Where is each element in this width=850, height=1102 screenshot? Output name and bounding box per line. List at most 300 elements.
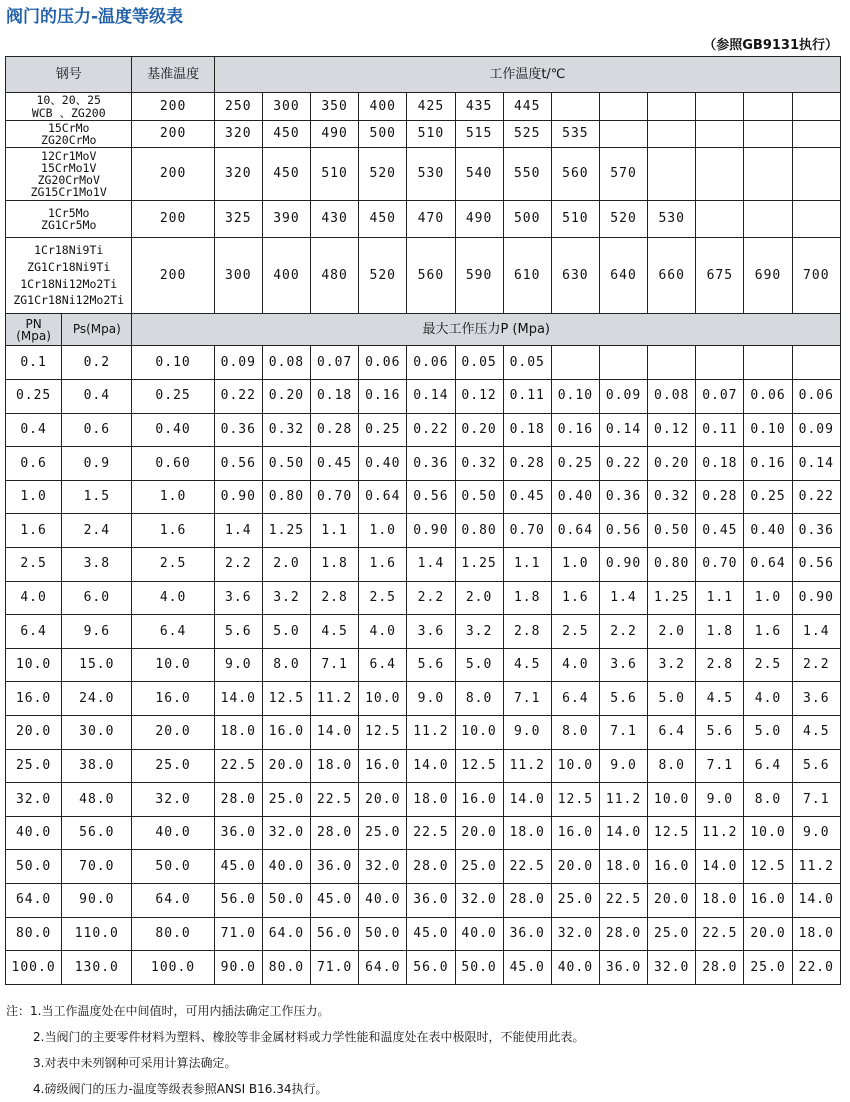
pn-cell: 40.0 [6,816,62,850]
pn-cell: 0.25 [6,380,62,414]
ps-cell: 0.9 [62,447,132,481]
pressure-value-cell: 18.0 [696,883,744,917]
pressure-value-cell: 6.4 [648,715,696,749]
ps-cell: 48.0 [62,783,132,817]
pressure-value-cell: 25.0 [262,783,310,817]
temperature-cell: 540 [455,148,503,201]
pressure-value-cell: 3.2 [262,581,310,615]
temperature-cell: 490 [311,121,359,148]
pressure-value-cell: 9.0 [792,816,840,850]
temp-row [6,201,841,238]
pressure-value-cell: 0.56 [407,480,455,514]
pressure-value-cell: 0.45 [696,514,744,548]
pressure-value-cell: 0.70 [503,514,551,548]
pressure-value-cell: 32.0 [551,917,599,951]
pressure-value-cell: 8.0 [455,682,503,716]
ps-cell: 38.0 [62,749,132,783]
steel-grade-name: 10、20、25 [36,93,101,108]
pressure-value-cell: 0.25 [744,480,792,514]
pressure-value-cell: 1.6 [359,547,407,581]
temperature-cell [744,201,792,238]
max-pressure-header: 最大工作压力P (Mpa) [132,314,841,346]
temperature-cell: 530 [648,201,696,238]
pressure-value-cell: 2.5 [744,648,792,682]
temperature-cell: 450 [262,121,310,148]
pressure-value-cell: 12.5 [359,715,407,749]
pressure-value-cell: 56.0 [407,951,455,985]
temperature-cell: 700 [792,238,840,314]
pressure-value-cell [696,346,744,380]
pressure-value-cell: 1.4 [792,615,840,649]
pressure-value-cell: 40.0 [262,850,310,884]
temperature-cell: 570 [599,148,647,201]
pressure-value-cell: 18.0 [792,917,840,951]
pressure-value-cell: 0.36 [407,447,455,481]
pressure-value-cell: 22.5 [696,917,744,951]
base-pressure-cell: 1.6 [132,514,214,548]
pressure-value-cell: 1.25 [648,581,696,615]
pressure-value-cell: 0.22 [792,480,840,514]
temperature-cell: 530 [407,148,455,201]
pressure-value-cell: 11.2 [407,715,455,749]
base-pressure-cell: 0.60 [132,447,214,481]
ps-cell: 0.2 [62,346,132,380]
pressure-value-cell: 28.0 [599,917,647,951]
pressure-value-cell: 18.0 [599,850,647,884]
pn-cell: 25.0 [6,749,62,783]
pressure-temperature-table [5,56,841,985]
pressure-value-cell [551,346,599,380]
steel-grade-name: ZG1Cr5Mo [41,218,97,232]
base-temp-header: 基准温度 [132,57,214,93]
temperature-cell: 590 [455,238,503,314]
pressure-value-cell: 2.0 [262,547,310,581]
temperature-cell: 350 [311,93,359,121]
pressure-value-cell: 25.0 [455,850,503,884]
pressure-value-cell: 0.25 [359,413,407,447]
temperature-cell: 560 [551,148,599,201]
pressure-value-cell: 0.08 [648,380,696,414]
pressure-value-cell: 16.0 [744,883,792,917]
temperature-cell: 510 [551,201,599,238]
pressure-value-cell: 18.0 [407,783,455,817]
pressure-value-cell: 1.0 [551,547,599,581]
ps-cell: 1.5 [62,480,132,514]
base-pressure-cell: 2.5 [132,547,214,581]
pressure-value-cell: 2.5 [359,581,407,615]
pressure-value-cell: 0.40 [744,514,792,548]
pressure-value-cell: 0.50 [455,480,503,514]
pressure-value-cell: 9.0 [214,648,262,682]
reference-note: （参照GB9131执行） [703,38,838,53]
notes [6,998,846,1102]
temperature-cell: 675 [696,238,744,314]
pressure-value-cell: 0.16 [359,380,407,414]
pressure-value-cell: 16.0 [359,749,407,783]
temperature-cell: 515 [455,121,503,148]
pn-cell: 80.0 [6,917,62,951]
pressure-value-cell: 11.2 [696,816,744,850]
pressure-value-cell: 5.0 [744,715,792,749]
temperature-cell: 435 [455,93,503,121]
temperature-cell: 470 [407,201,455,238]
pressure-value-cell: 0.36 [599,480,647,514]
temperature-cell [599,93,647,121]
pressure-value-cell: 5.6 [407,648,455,682]
ps-cell: 130.0 [62,951,132,985]
temperature-cell [696,148,744,201]
pressure-value-cell: 10.0 [551,749,599,783]
pressure-value-cell: 0.12 [648,413,696,447]
pressure-value-cell [648,346,696,380]
base-pressure-cell: 100.0 [132,951,214,985]
pressure-value-cell: 50.0 [359,917,407,951]
pn-cell: 0.4 [6,413,62,447]
pressure-value-cell: 18.0 [311,749,359,783]
pressure-value-cell: 0.50 [648,514,696,548]
temperature-cell [792,201,840,238]
pressure-value-cell: 0.22 [407,413,455,447]
pressure-value-cell: 1.4 [599,581,647,615]
pressure-row [6,581,841,615]
temperature-cell: 660 [648,238,696,314]
pressure-value-cell: 6.4 [744,749,792,783]
pressure-value-cell: 1.25 [262,514,310,548]
pressure-value-cell: 1.4 [407,547,455,581]
pressure-value-cell: 0.22 [214,380,262,414]
temperature-cell: 510 [407,121,455,148]
note-4: 4.磅级阀门的压力-温度等级表参照ANSI B16.34执行。 [33,1082,328,1096]
pn-cell: 0.1 [6,346,62,380]
temperature-cell: 400 [359,93,407,121]
pressure-value-cell: 0.45 [311,447,359,481]
ps-cell: 0.4 [62,380,132,414]
pressure-value-cell: 0.05 [455,346,503,380]
pn-cell: 16.0 [6,682,62,716]
steel-grade-name: 1Cr5Mo [47,205,90,220]
pressure-value-cell: 0.18 [696,447,744,481]
ps-cell: 3.8 [62,547,132,581]
pressure-value-cell: 2.0 [455,581,503,615]
pressure-value-cell: 0.11 [696,413,744,447]
ps-cell: 30.0 [62,715,132,749]
pressure-row [6,783,841,817]
pressure-value-cell: 0.06 [407,346,455,380]
temperature-cell [744,148,792,201]
pressure-value-cell: 5.6 [696,715,744,749]
pressure-value-cell: 36.0 [407,883,455,917]
pressure-value-cell: 0.70 [311,480,359,514]
base-pressure-cell: 10.0 [132,648,214,682]
pressure-row [6,648,841,682]
pressure-value-cell [792,346,840,380]
steel-grade-name: 15CrMo1V [41,160,97,175]
temperature-cell [648,93,696,121]
pressure-value-cell: 10.0 [744,816,792,850]
pressure-value-cell: 0.32 [648,480,696,514]
temperature-cell: 640 [599,238,647,314]
pressure-value-cell: 11.2 [599,783,647,817]
pressure-value-cell: 7.1 [792,783,840,817]
temperature-cell [696,93,744,121]
pressure-value-cell: 0.40 [551,480,599,514]
pressure-value-cell: 71.0 [311,951,359,985]
pressure-value-cell: 8.0 [262,648,310,682]
temperature-cell [696,121,744,148]
steel-grade-name: 1Cr18Ni9Ti [34,243,104,258]
pressure-value-cell: 0.06 [359,346,407,380]
pressure-value-cell: 4.5 [311,615,359,649]
pressure-value-cell: 1.4 [214,514,262,548]
pressure-value-cell: 0.40 [359,447,407,481]
steel-grade-cell [6,238,132,314]
pressure-value-cell: 22.5 [214,749,262,783]
temperature-cell: 520 [359,238,407,314]
temperature-cell: 425 [407,93,455,121]
temp-row [6,93,841,121]
pressure-row [6,816,841,850]
pressure-value-cell: 14.0 [792,883,840,917]
ps-header: Ps(Mpa) [62,314,132,346]
pressure-value-cell: 12.5 [455,749,503,783]
pressure-value-cell: 0.06 [744,380,792,414]
pressure-value-cell: 32.0 [262,816,310,850]
pressure-value-cell: 36.0 [599,951,647,985]
steel-grade-name: 15CrMo [47,120,90,135]
pn-cell: 100.0 [6,951,62,985]
base-pressure-cell: 40.0 [132,816,214,850]
temperature-cell: 325 [214,201,262,238]
pressure-value-cell: 0.32 [262,413,310,447]
pressure-value-cell: 4.5 [792,715,840,749]
temperature-cell: 630 [551,238,599,314]
pressure-value-cell: 36.0 [503,917,551,951]
steel-grade-cell [6,201,132,238]
base-pressure-cell: 32.0 [132,783,214,817]
pressure-value-cell: 1.25 [455,547,503,581]
pressure-value-cell: 0.09 [792,413,840,447]
pressure-row [6,380,841,414]
temperature-cell: 550 [503,148,551,201]
temperature-cell: 500 [359,121,407,148]
temperature-cell [744,93,792,121]
pressure-value-cell: 2.5 [551,615,599,649]
pressure-header-row [6,314,841,346]
pressure-row [6,951,841,985]
temperature-cell: 445 [503,93,551,121]
pressure-value-cell: 0.14 [407,380,455,414]
temperature-cell [744,121,792,148]
pressure-value-cell: 36.0 [214,816,262,850]
temperature-cell: 510 [311,148,359,201]
pressure-value-cell: 0.18 [503,413,551,447]
pressure-value-cell: 22.5 [311,783,359,817]
pressure-value-cell: 0.14 [599,413,647,447]
pressure-row [6,850,841,884]
note-1: 注：1.当工作温度处在中间值时，可用内插法确定工作压力。 [6,1004,330,1018]
pressure-value-cell: 0.36 [792,514,840,548]
pn-cell: 64.0 [6,883,62,917]
base-temp-cell: 200 [132,121,214,148]
pressure-value-cell: 0.28 [696,480,744,514]
pressure-value-cell: 0.06 [792,380,840,414]
pressure-row [6,615,841,649]
pressure-value-cell: 5.0 [455,648,503,682]
note-2: 2.当阀门的主要零件材料为塑料、橡胶等非金属材料或力学性能和温度处在表中极限时，不能使用此表。 [33,1030,585,1044]
pressure-value-cell: 3.6 [407,615,455,649]
pressure-value-cell: 5.6 [599,682,647,716]
pressure-value-cell: 4.0 [359,615,407,649]
pressure-value-cell: 32.0 [455,883,503,917]
pressure-value-cell: 20.0 [744,917,792,951]
pressure-value-cell: 0.09 [214,346,262,380]
pressure-value-cell: 12.5 [744,850,792,884]
pressure-value-cell: 45.0 [503,951,551,985]
steel-grade-name: 12Cr1MoV [41,148,97,163]
pressure-value-cell: 8.0 [648,749,696,783]
pressure-value-cell: 9.0 [407,682,455,716]
ps-cell: 15.0 [62,648,132,682]
temp-row [6,121,841,148]
pressure-value-cell: 56.0 [214,883,262,917]
pressure-value-cell: 11.2 [503,749,551,783]
temperature-cell: 525 [503,121,551,148]
pn-cell: 32.0 [6,783,62,817]
ps-cell: 110.0 [62,917,132,951]
steel-grade-name: ZG15Cr1Mo1V [30,185,107,200]
pressure-row [6,480,841,514]
pressure-value-cell: 1.1 [311,514,359,548]
pressure-value-cell: 1.0 [744,581,792,615]
pressure-value-cell: 0.22 [599,447,647,481]
base-pressure-cell: 0.10 [132,346,214,380]
pressure-value-cell: 0.45 [503,480,551,514]
pressure-row [6,749,841,783]
temperature-cell: 250 [214,93,262,121]
temperature-cell: 560 [407,238,455,314]
pressure-value-cell: 1.0 [359,514,407,548]
temperature-cell [648,121,696,148]
pressure-value-cell [744,346,792,380]
steel-grade-name: 1Cr18Ni12Mo2Ti [20,276,118,291]
pressure-value-cell: 0.80 [455,514,503,548]
temp-row [6,148,841,201]
pressure-value-cell: 0.64 [551,514,599,548]
pressure-value-cell: 28.0 [407,850,455,884]
pressure-value-cell: 12.5 [551,783,599,817]
base-temp-cell: 200 [132,201,214,238]
pressure-value-cell: 50.0 [262,883,310,917]
pn-header [6,314,62,346]
pressure-row [6,447,841,481]
temperature-cell [792,93,840,121]
pressure-value-cell: 2.0 [648,615,696,649]
pressure-value-cell: 1.1 [503,547,551,581]
pn-cell: 10.0 [6,648,62,682]
temperature-cell: 490 [455,201,503,238]
pressure-value-cell: 11.2 [311,682,359,716]
pressure-value-cell: 8.0 [551,715,599,749]
pressure-value-cell: 11.2 [792,850,840,884]
pressure-value-cell: 0.10 [551,380,599,414]
steel-grade-name: WCB 、ZG200 [31,105,106,120]
pn-cell: 1.0 [6,480,62,514]
pressure-value-cell: 0.20 [455,413,503,447]
base-pressure-cell: 16.0 [132,682,214,716]
pressure-value-cell: 45.0 [311,883,359,917]
pressure-row [6,413,841,447]
temperature-cell: 535 [551,121,599,148]
pressure-value-cell: 0.36 [214,413,262,447]
pn-cell: 20.0 [6,715,62,749]
pressure-value-cell: 7.1 [503,682,551,716]
ps-cell: 24.0 [62,682,132,716]
pressure-value-cell: 9.0 [599,749,647,783]
pn-cell: 0.6 [6,447,62,481]
temperature-cell: 520 [599,201,647,238]
pressure-value-cell: 5.0 [648,682,696,716]
pressure-row [6,682,841,716]
temperature-cell [648,148,696,201]
pressure-row [6,883,841,917]
pressure-value-cell: 25.0 [744,951,792,985]
pressure-value-cell: 0.90 [214,480,262,514]
pressure-value-cell: 0.09 [599,380,647,414]
pressure-value-cell: 45.0 [407,917,455,951]
pressure-value-cell: 0.56 [792,547,840,581]
ps-cell: 6.0 [62,581,132,615]
pressure-value-cell: 4.5 [696,682,744,716]
pressure-value-cell: 16.0 [648,850,696,884]
base-pressure-cell: 64.0 [132,883,214,917]
pressure-value-cell: 4.0 [551,648,599,682]
pn-cell: 6.4 [6,615,62,649]
pressure-row [6,715,841,749]
pressure-value-cell: 0.16 [744,447,792,481]
pressure-value-cell: 28.0 [503,883,551,917]
pn-label: PN [25,316,42,331]
pressure-value-cell [599,346,647,380]
pn-cell: 2.5 [6,547,62,581]
pressure-value-cell: 0.20 [648,447,696,481]
pressure-value-cell: 0.90 [407,514,455,548]
pressure-value-cell: 0.07 [311,346,359,380]
pressure-value-cell: 0.18 [311,380,359,414]
pressure-value-cell: 14.0 [599,816,647,850]
base-pressure-cell: 80.0 [132,917,214,951]
pressure-value-cell: 22.5 [407,816,455,850]
pressure-value-cell: 1.1 [696,581,744,615]
pressure-value-cell: 0.80 [262,480,310,514]
steel-grade-name: ZG1Cr18Ni12Mo2Ti [13,293,125,308]
pressure-value-cell: 0.25 [551,447,599,481]
base-pressure-cell: 4.0 [132,581,214,615]
pressure-value-cell: 5.6 [214,615,262,649]
pressure-value-cell: 0.14 [792,447,840,481]
pressure-value-cell: 16.0 [455,783,503,817]
pn-cell: 4.0 [6,581,62,615]
page-title: 阀门的压力-温度等级表 [6,7,184,27]
pressure-row [6,547,841,581]
temperature-cell: 300 [214,238,262,314]
pressure-value-cell: 1.8 [503,581,551,615]
pressure-value-cell: 6.4 [359,648,407,682]
pressure-value-cell: 3.2 [455,615,503,649]
pressure-value-cell: 8.0 [744,783,792,817]
pressure-value-cell: 12.5 [262,682,310,716]
pressure-value-cell: 0.56 [214,447,262,481]
pressure-value-cell: 20.0 [262,749,310,783]
